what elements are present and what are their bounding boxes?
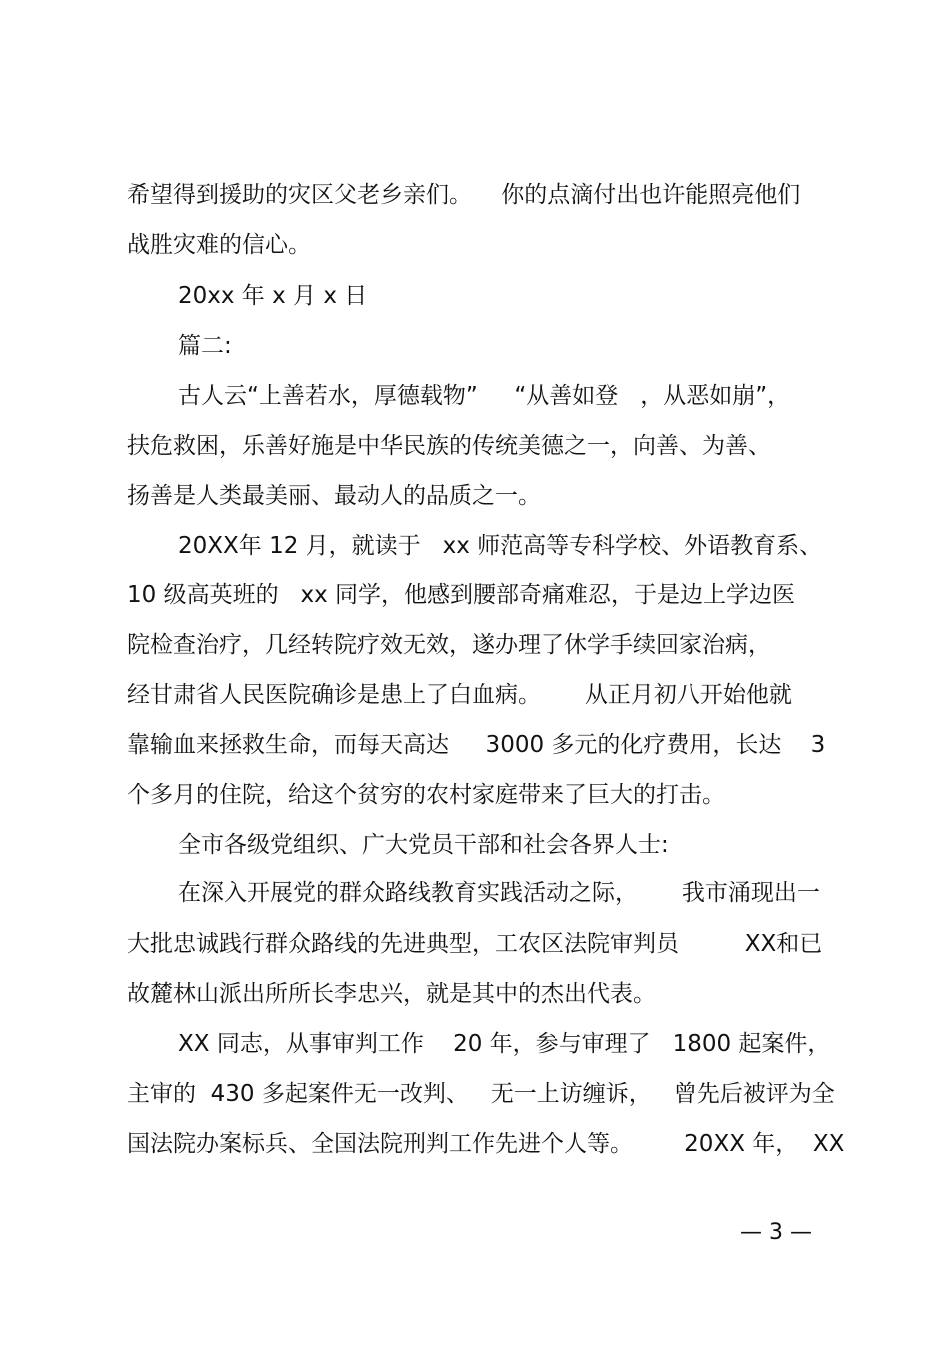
text-line: 战胜灾难的信心。 [127,232,311,258]
date-line: 20xx 年 x 月 x 日 [178,283,368,309]
text-line: 10 级高英班的 xx 同学，他感到腰部奇痛难忍，于是边上学边医 [127,582,796,608]
text-line: 扬善是人类最美丽、最动人的品质之一。 [127,483,541,509]
text-line: 大批忠诚践行群众路线的先进典型，工农区法院审判员 XX和已 [127,931,823,957]
section-heading: 篇二: [178,333,232,359]
text-line: 希望得到援助的灾区父老乡亲们。 你的点滴付出也许能照亮他们 [127,182,801,208]
text-line: 国法院办案标兵、全国法院刑判工作先进个人等。 20XX 年， XX [127,1131,845,1157]
text-line: 经甘肃省人民医院确诊是患上了白血病。 从正月初八开始他就 [127,682,792,708]
text-line: XX 同志，从事审判工作 20 年，参与审理了 1800 起案件， [178,1031,831,1057]
text-line: 古人云“上善若水，厚德载物” “从善如登 ，从恶如崩”， [178,383,791,409]
page-number: — 3 — [740,1220,812,1245]
text-line: 靠输血来拯救生命，而每天高达 3000 多元的化疗费用，长达 3 [127,732,826,758]
text-line: 20XX年 12 月，就读于 xx 师范高等专科学校、外语教育系、 [178,533,823,559]
text-line: 扶危救困，乐善好施是中华民族的传统美德之一，向善、为善、 [127,433,771,459]
text-line: 在深入开展党的群众路线教育实践活动之际， 我市涌现出一 [178,880,820,906]
text-line: 个多月的住院，给这个贫穷的农村家庭带来了巨大的打击。 [127,782,725,808]
text-line: 主审的 430 多起案件无一改判、 无一上访缠诉， 曾先后被评为全 [127,1081,835,1107]
text-line: 故麓林山派出所所长李忠兴，就是其中的杰出代表。 [127,981,656,1007]
text-line: 院检查治疗，几经转院疗效无效，遂办理了休学手续回家治病， [127,632,771,658]
text-line: 全市各级党组织、广大党员干部和社会各界人士: [178,832,669,858]
